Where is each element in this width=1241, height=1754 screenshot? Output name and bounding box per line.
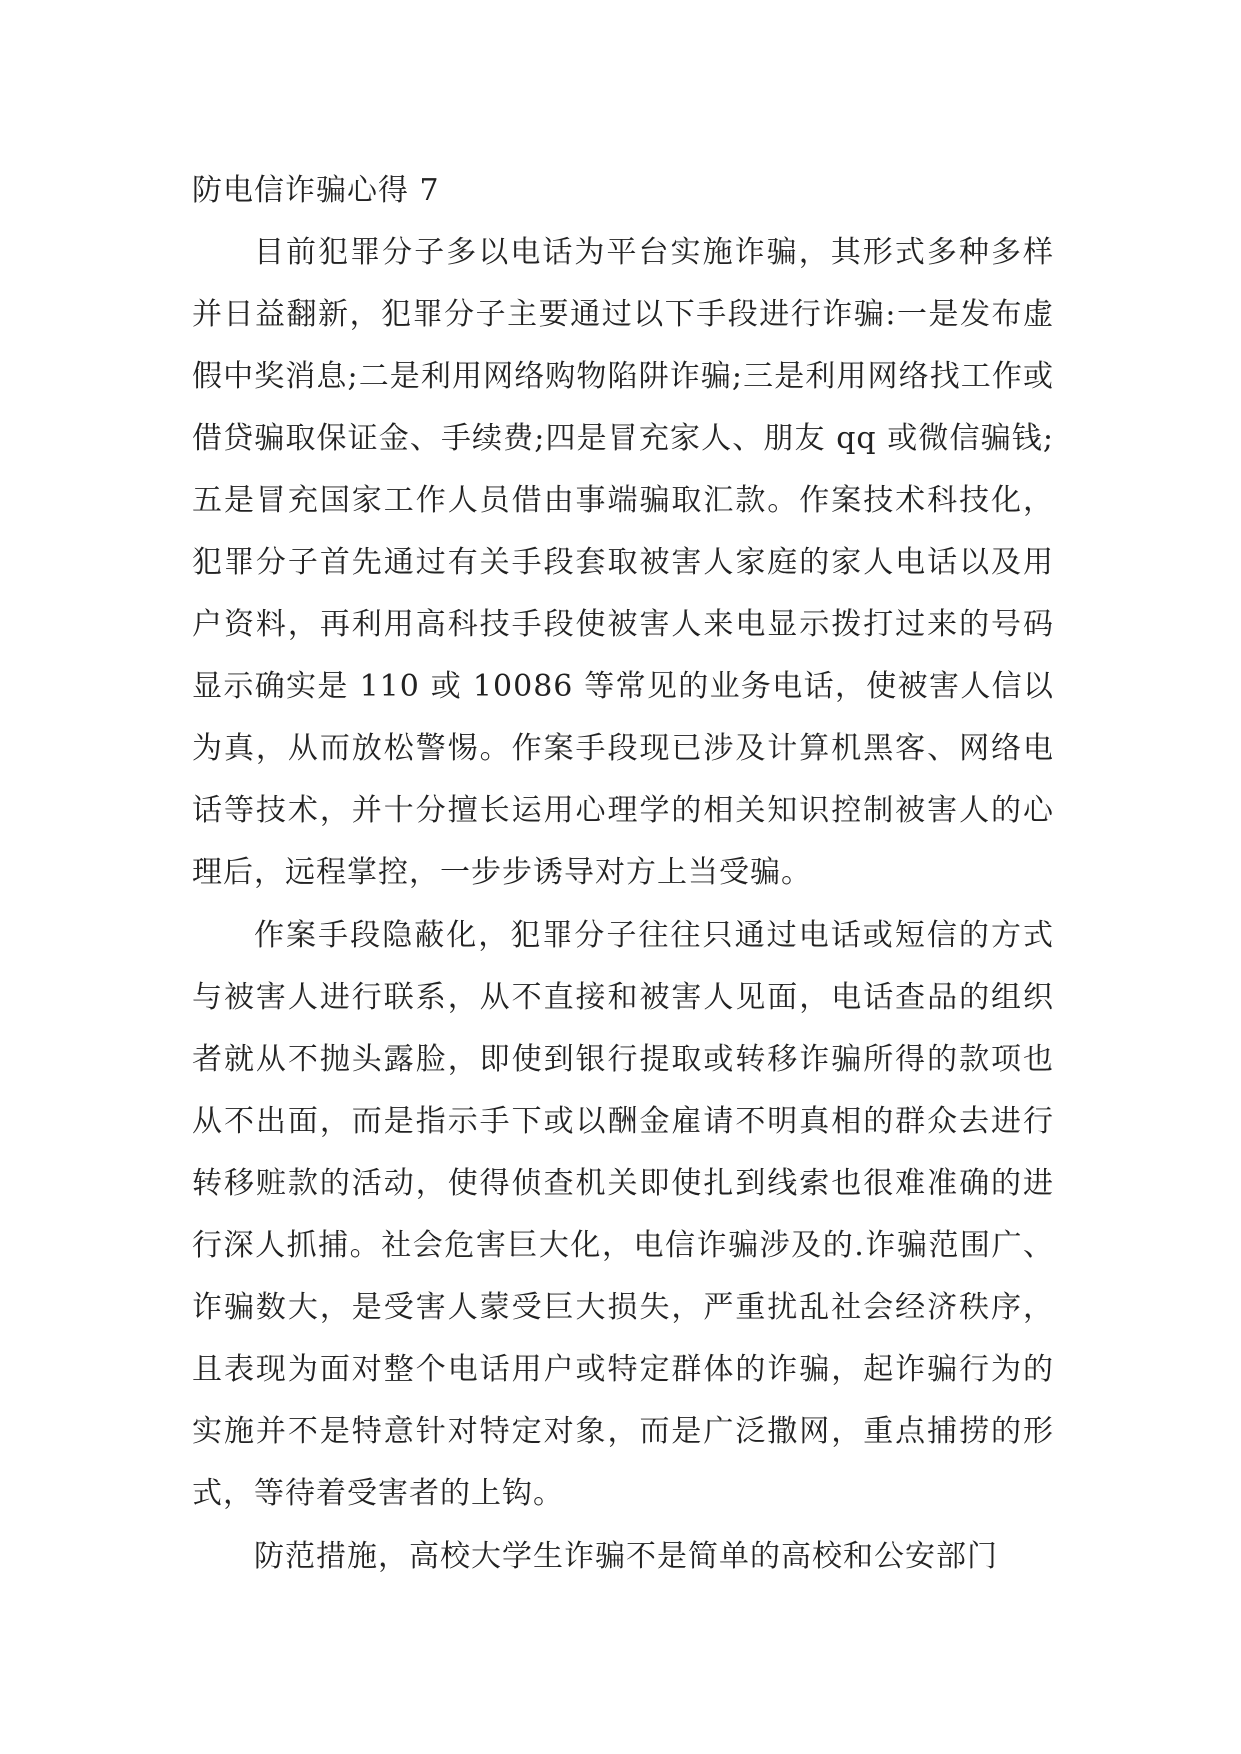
document-body <box>192 160 1054 1589</box>
paragraph-3: 防范措施，高校大学生诈骗不是简单的高校和公安部门 <box>254 1539 998 1574</box>
paragraph-1: 目前犯罪分子多以电话为平台实施诈骗，其形式多种多样并日益翻新，犯罪分子主要通过以下手段进行诈骗:一是发布虚假中奖消息;二是利用网络购物陷阱诈骗;三是利用网络找工作或借贷骗取保证金、手续费;四是冒充家人、朋友 qq 或微信骗钱;五是冒充国家工作人员借由事端骗取汇款。作案技术科技化，犯罪分子首先通过有关手段套取被害人家庭的家人电话以及用户资料，再利用高科技手段使被害人来电显示拨打过来的号码显示确实是 110 或 10086 等常见的业务电话，使被害人信以为真，从而放松警惕。作案手段现已涉及计算机黑客、网络电话等技术，并十分擅长运用心理学的相关知识控制被害人的心理后，远程掌控，一步步诱导对方上当受骗。 <box>192 235 1054 890</box>
document-title: 防电信诈骗心得 7 <box>192 173 440 208</box>
paragraph-2: 作案手段隐蔽化，犯罪分子往往只通过电话或短信的方式与被害人进行联系，从不直接和被害人见面，电话查品的组织者就从不抛头露脸，即使到银行提取或转移诈骗所得的款项也从不出面，而是指示手下或以酬金雇请不明真相的群众去进行转移赃款的活动，使得侦查机关即使扎到线索也很难准确的进行深人抓捕。社会危害巨大化，电信诈骗涉及的.诈骗范围广、诈骗数大，是受害人蒙受巨大损失，严重扰乱社会经济秩序，且表现为面对整个电话用户或特定群体的诈骗，起诈骗行为的实施并不是特意针对特定对象，而是广泛撒网，重点捕捞的形式，等待着受害者的上钩。 <box>192 918 1054 1511</box>
